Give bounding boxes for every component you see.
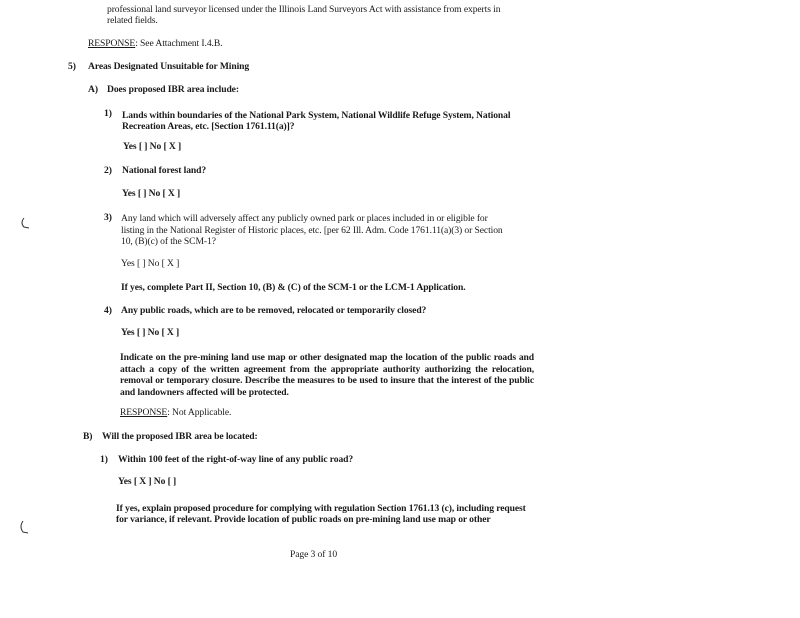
- part-b-question: Will the proposed IBR area be located:: [102, 431, 258, 442]
- page-footer: Page 3 of 10: [290, 549, 338, 560]
- part-b-letter: B): [83, 431, 93, 442]
- question-3-answer: Yes [ ] No [ X ]: [121, 258, 180, 269]
- question-b1-line-b: for variance, if relevant. Provide location of public roads on pre-mining land use map or other: [116, 514, 491, 525]
- question-1-answer: Yes [ ] No [ X ]: [123, 141, 182, 152]
- question-4-response: [120, 407, 231, 419]
- scan-mark-icon: [18, 520, 32, 536]
- question-3-number: 3): [104, 212, 112, 223]
- question-2-line-1: National forest land?: [122, 165, 207, 176]
- response-top: [88, 38, 222, 50]
- question-2-number: 2): [104, 165, 112, 176]
- intro-line-2: related fields.: [107, 15, 158, 26]
- intro-line-1: professional land surveyor licensed under the Illinois Land Surveyors Act with assistance from experts in: [107, 4, 501, 15]
- question-1-number: 1): [104, 108, 112, 119]
- question-4-number: 4): [104, 305, 112, 316]
- question-4-response-text: : Not Applicable.: [167, 407, 232, 418]
- question-1-line-2: Recreation Areas, etc. [Section 1761.11(a)]?: [122, 121, 295, 132]
- response-text: : See Attachment I.4.B.: [135, 38, 223, 49]
- section-5-number: 5): [68, 61, 76, 72]
- scan-mark-icon: [18, 216, 32, 232]
- part-a-letter: A): [88, 84, 98, 95]
- question-1-line-1: Lands within boundaries of the National Park System, National Wildlife Refuge System, National: [122, 110, 511, 121]
- question-4-line-1: Any public roads, which are to be removed, relocated or temporarily closed?: [121, 305, 427, 316]
- question-b1-line-1: Within 100 feet of the right-of-way line of any public road?: [118, 454, 354, 465]
- question-4-response-label: RESPONSE: [120, 407, 168, 418]
- question-3-note: If yes, complete Part II, Section 10, (B) & (C) of the SCM-1 or the LCM-1 Application.: [121, 282, 466, 293]
- question-3-line-2: listing in the National Register of Historic places, etc. [per 62 Ill. Adm. Code 1761.11(a)(3) or Section: [121, 225, 503, 236]
- question-b1-number: 1): [100, 454, 108, 465]
- question-b1-line-a: If yes, explain proposed procedure for complying with regulation Section 1761.13 (c), including request: [116, 503, 526, 514]
- section-5-title: Areas Designated Unsuitable for Mining: [88, 61, 250, 72]
- question-2-answer: Yes [ ] No [ X ]: [122, 188, 181, 199]
- question-3-line-3: 10, (B)(c) of the SCM-1?: [121, 236, 216, 247]
- question-b1-answer: Yes [ X ] No [ ]: [118, 476, 177, 487]
- question-4-answer: Yes [ ] No [ X ]: [121, 327, 180, 338]
- response-label: RESPONSE: [88, 38, 136, 49]
- question-3-line-1: Any land which will adversely affect any publicly owned park or places included in or eligible for: [121, 213, 488, 224]
- question-4-paragraph: Indicate on the pre-mining land use map or other designated map the location of the public roads and attach a copy of the written agreement from the appropriate authority authorizing the relocation, removal or temporary closure. Describe the measures to be used to insure that the interest of the public and landowners affected will be protected.: [120, 352, 534, 398]
- part-a-question: Does proposed IBR area include:: [107, 84, 239, 95]
